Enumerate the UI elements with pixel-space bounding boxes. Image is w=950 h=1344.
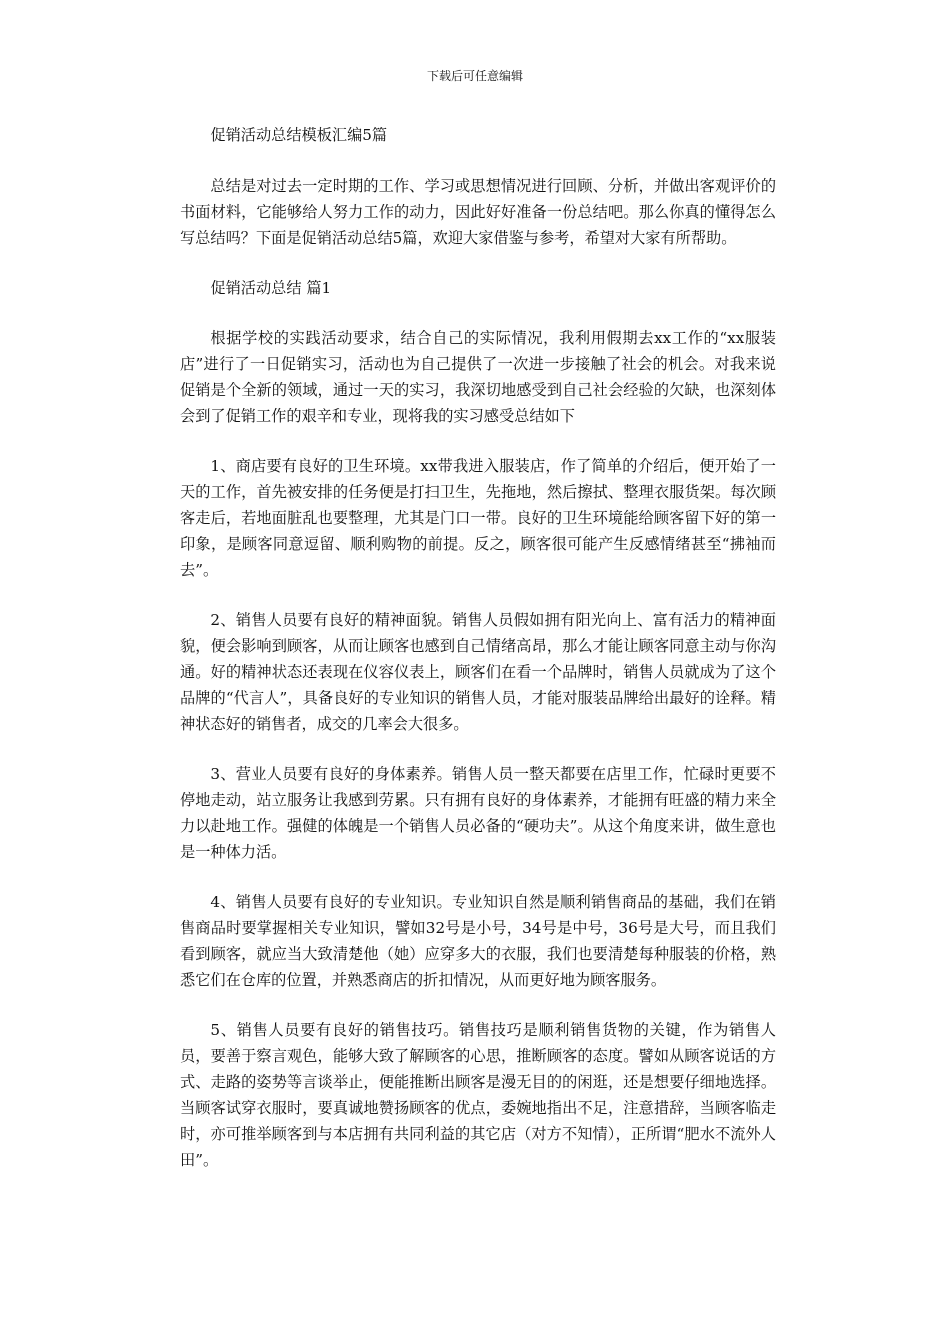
body-paragraph: 根据学校的实践活动要求，结合自己的实际情况，我利用假期去xx工作的“xx服装店”进行了一日促销实习，活动也为自己提供了一次进一步接触了社会的机会。对我来说促销是个全新的领域，通过一天的实习，我深切地感受到自己社会经验的欠缺，也深刻体会到了促销工作的艰辛和专业，现将我的实习感受总结如下	[180, 329, 776, 425]
body-paragraph: 5、销售人员要有良好的销售技巧。销售技巧是顺利销售货物的关键，作为销售人员，要善于察言观色，能够大致了解顾客的心思，推断顾客的态度。譬如从顾客说话的方式、走路的姿势等言谈举止，便能推断出顾客是漫无目的的闲逛，还是想要仔细地选择。当顾客试穿衣服时，要真诚地赞扬顾客的优点，委婉地指出不足，注意措辞，当顾客临走时，亦可推举顾客到与本店拥有共同利益的其它店（对方不知情），正所谓“肥水不流外人田”。	[180, 1021, 776, 1169]
document-title: 促销活动总结模板汇编5篇	[210, 126, 388, 144]
intro-paragraph: 总结是对过去一定时期的工作、学习或思想情况进行回顾、分析，并做出客观评价的书面材料，它能够给人努力工作的动力，因此好好准备一份总结吧。那么你真的懂得怎么写总结吗？下面是促销活动总结5篇，欢迎大家借鉴与参考，希望对大家有所帮助。	[180, 177, 776, 247]
document-body	[180, 122, 776, 1197]
body-paragraph: 3、营业人员要有良好的身体素养。销售人员一整天都要在店里工作，忙碌时更要不停地走动，站立服务让我感到劳累。只有拥有良好的身体素养，才能拥有旺盛的精力来全力以赴地工作。强健的体魄是一个销售人员必备的“硬功夫”。从这个角度来讲，做生意也是一种体力活。	[180, 765, 776, 861]
header-note: 下载后可任意编辑	[426, 69, 523, 83]
body-paragraph: 2、销售人员要有良好的精神面貌。销售人员假如拥有阳光向上、富有活力的精神面貌，便会影响到顾客，从而让顾客也感到自己情绪高昂，那么才能让顾客同意主动与你沟通。好的精神状态还表现在仪容仪表上，顾客们在看一个品牌时，销售人员就成为了这个品牌的“代言人”，具备良好的专业知识的销售人员，才能对服装品牌给出最好的诠释。精神状态好的销售者，成交的几率会大很多。	[180, 611, 776, 733]
section-heading: 促销活动总结 篇1	[210, 279, 332, 297]
body-paragraph: 1、商店要有良好的卫生环境。xx带我进入服装店，作了简单的介绍后，便开始了一天的工作，首先被安排的任务便是打扫卫生，先拖地，然后擦拭、整理衣服货架。每次顾客走后，若地面脏乱也要整理，尤其是门口一带。良好的卫生环境能给顾客留下好的第一印象，是顾客同意逗留、顺利购物的前提。反之，顾客很可能产生反感情绪甚至“拂袖而去”。	[180, 457, 776, 579]
body-paragraph: 4、销售人员要有良好的专业知识。专业知识自然是顺利销售商品的基础，我们在销售商品时要掌握相关专业知识，譬如32号是小号，34号是中号，36号是大号，而且我们看到顾客，就应当大致清楚他（她）应穿多大的衣服，我们也要清楚每种服装的价格，熟悉它们在仓库的位置，并熟悉商店的折扣情况，从而更好地为顾客服务。	[180, 893, 776, 989]
